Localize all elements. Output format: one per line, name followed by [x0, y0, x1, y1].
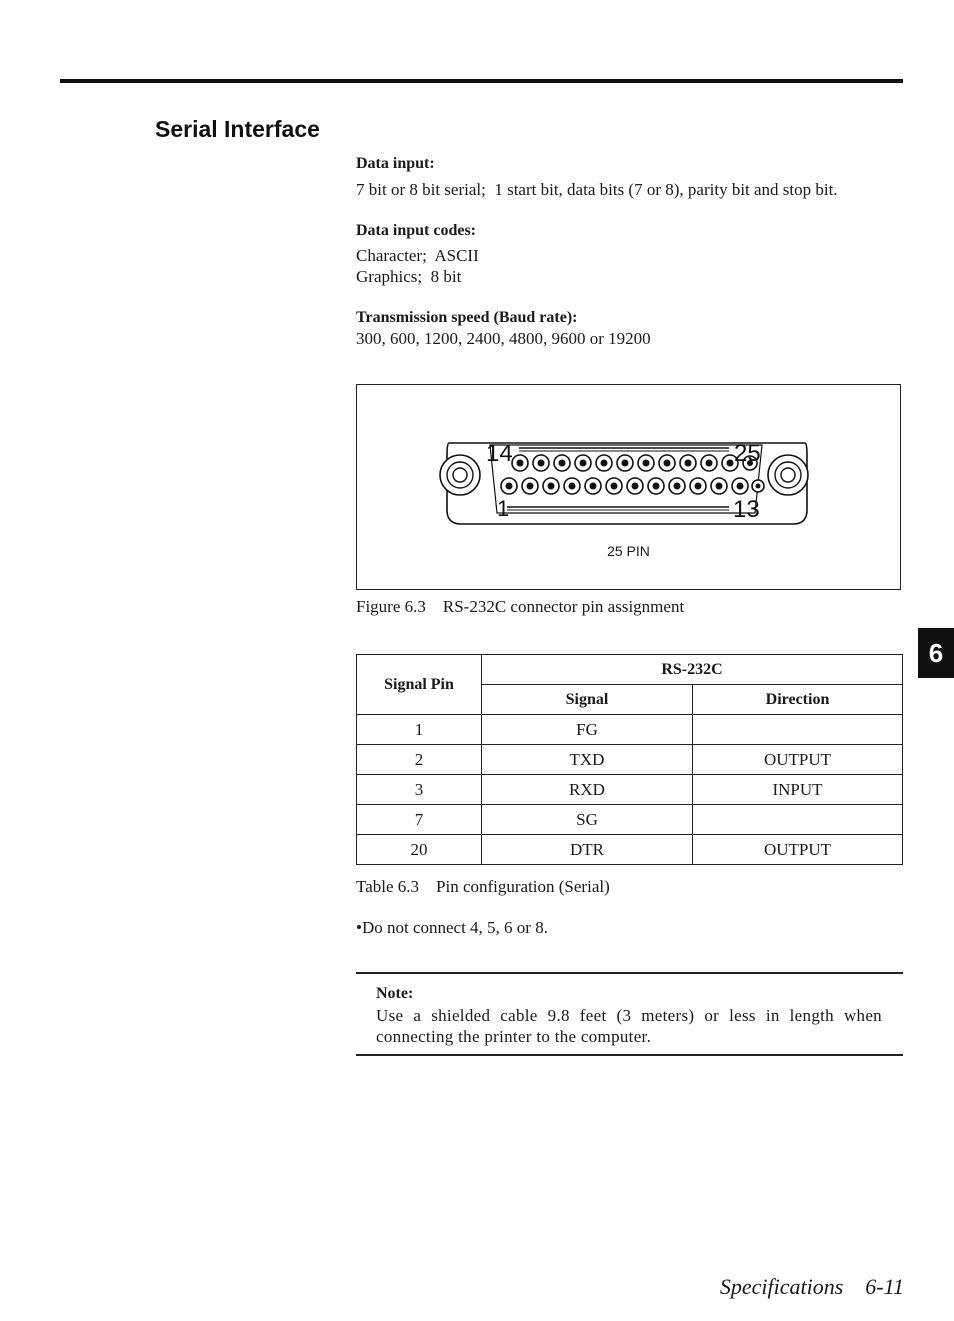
cell-signal: SG — [482, 805, 693, 835]
cell-signal: RXD — [482, 775, 693, 805]
top-row-pins — [512, 455, 757, 471]
data-input-codes-block — [356, 222, 479, 287]
note-block — [376, 985, 882, 1047]
data-input-codes-label: Data input codes: — [356, 222, 477, 239]
cell-pin: 7 — [357, 805, 482, 835]
figure-caption: Figure 6.3 RS-232C connector pin assignment — [356, 597, 685, 616]
cell-pin: 20 — [357, 835, 482, 865]
data-input-block — [356, 155, 838, 200]
connector-figure — [356, 384, 901, 590]
pin-1-label: 1 — [497, 496, 510, 521]
cell-signal: DTR — [482, 835, 693, 865]
note-top-rule — [356, 972, 903, 974]
table-row — [357, 835, 903, 865]
note-bottom-rule — [356, 1054, 903, 1056]
page-footer: Specifications 6-11 — [719, 1274, 904, 1299]
note-text: Use a shielded cable 9.8 feet (3 meters) or less in length when connecting the printer to the computer. — [376, 1006, 882, 1046]
cell-direction: INPUT — [693, 775, 903, 805]
header-signal-pin: Signal Pin — [357, 655, 482, 715]
header-rs232c: RS-232C — [482, 655, 903, 685]
section-title: Serial Interface — [155, 116, 320, 142]
data-input-label: Data input: — [356, 155, 435, 172]
data-input-codes-line2: Graphics; 8 bit — [356, 267, 462, 286]
cell-pin: 3 — [357, 775, 482, 805]
table-caption: Table 6.3 Pin configuration (Serial) — [356, 877, 610, 896]
table-row — [357, 805, 903, 835]
chapter-tab: 6 — [918, 628, 954, 678]
cell-pin: 2 — [357, 745, 482, 775]
db25-connector-diagram — [357, 385, 902, 591]
pin-13-label: 13 — [733, 496, 760, 523]
transmission-block — [356, 309, 651, 349]
cell-direction — [693, 715, 903, 745]
table-row — [357, 775, 903, 805]
table-row — [357, 715, 903, 745]
note-label: Note: — [376, 985, 414, 1002]
table-row — [357, 745, 903, 775]
transmission-label: Transmission speed (Baud rate): — [356, 309, 578, 326]
cell-direction: OUTPUT — [693, 835, 903, 865]
cell-pin: 1 — [357, 715, 482, 745]
cell-signal: FG — [482, 715, 693, 745]
pin-25-label: 25 — [734, 440, 761, 467]
data-input-codes-line1: Character; ASCII — [356, 246, 479, 265]
top-rule — [60, 79, 903, 83]
cell-signal: TXD — [482, 745, 693, 775]
pin-configuration-table — [356, 654, 903, 865]
pin-count-caption: 25 PIN — [607, 543, 650, 559]
header-signal: Signal — [482, 685, 693, 715]
cell-direction: OUTPUT — [693, 745, 903, 775]
bullet-note: •Do not connect 4, 5, 6 or 8. — [356, 918, 548, 937]
pin-14-label: 14 — [486, 440, 513, 467]
cell-direction — [693, 805, 903, 835]
header-direction: Direction — [693, 685, 903, 715]
data-input-value: 7 bit or 8 bit serial; 1 start bit, data bits (7 or 8), parity bit and stop bit. — [356, 180, 838, 199]
transmission-value: 300, 600, 1200, 2400, 4800, 9600 or 19200 — [356, 329, 651, 348]
